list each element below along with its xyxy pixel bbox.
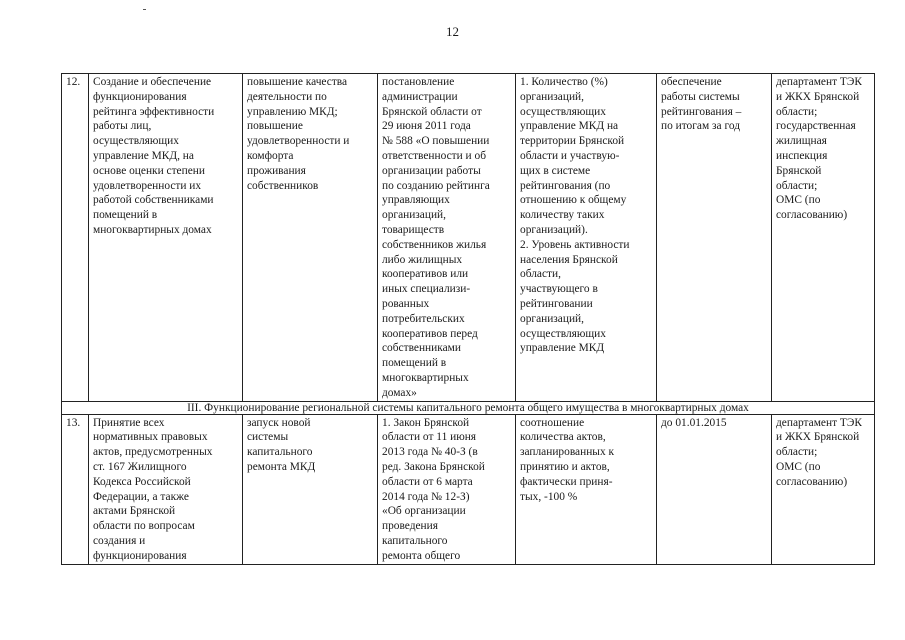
scan-speck [143, 9, 146, 10]
table-row [62, 414, 875, 564]
section-heading: III. Функционирование региональной системы капитального ремонта общего имущества в многоквартирных домах [62, 401, 875, 414]
measures-table [61, 73, 875, 565]
basis-cell: постановление администрации Брянской области от 29 июня 2011 года № 588 «О повышении ответственности и об организации работы по созданию рейтинга управляющих организаций, товариществ собственников жилья либо жилищных кооперативов или иных специализи- рованных потребительских кооперативов перед собственниками помещений в многоквартирных домах» [378, 74, 516, 402]
basis-cell: 1. Закон Брянской области от 11 июня 2013 года № 40-З (в ред. Закона Брянской области от 6 марта 2014 года № 12-З) «Об организации проведения капитального ремонта общего [378, 414, 516, 564]
row-number-cell: 12. [62, 74, 89, 402]
responsible-cell: департамент ТЭК и ЖКХ Брянской области; ОМС (по согласованию) [772, 414, 875, 564]
responsible-cell: департамент ТЭК и ЖКХ Брянской области; государственная жилищная инспекция Брянской области; ОМС (по согласованию) [772, 74, 875, 402]
row-number-cell: 13. [62, 414, 89, 564]
deadline-cell: до 01.01.2015 [657, 414, 772, 564]
measure-cell: Принятие всех нормативных правовых актов, предусмотренных ст. 167 Жилищного Кодекса Российской Федерации, а также актами Брянской области по вопросам создания и функционирования [89, 414, 243, 564]
section-heading-row [62, 401, 875, 414]
table-row [62, 74, 875, 402]
indicator-cell: соотношение количества актов, запланированных к принятию и актов, фактически приня- тых, -100 % [516, 414, 657, 564]
indicator-cell: 1. Количество (%) организаций, осуществляющих управление МКД на территории Брянской области и участвую- щих в системе рейтингования (по отношению к общему количеству таких организаций). 2. Уровень активности населения Брянской области, участвующего в рейтинговании организаций, осуществляющих управление МКД [516, 74, 657, 402]
page-number: 12 [446, 24, 459, 39]
measure-cell: Создание и обеспечение функционирования рейтинга эффективности работы лиц, осуществляющих управление МКД, на основe оценки степени удовлетворенности их работой собственниками помещений в многоквартирных домах [89, 74, 243, 402]
deadline-cell: обеспечение работы системы рейтингования – по итогам за год [657, 74, 772, 402]
goal-cell: запуск новой системы капитального ремонта МКД [243, 414, 378, 564]
goal-cell: повышение качества деятельности по управлению МКД; повышение удовлетворенности и комфорта проживания собственников [243, 74, 378, 402]
